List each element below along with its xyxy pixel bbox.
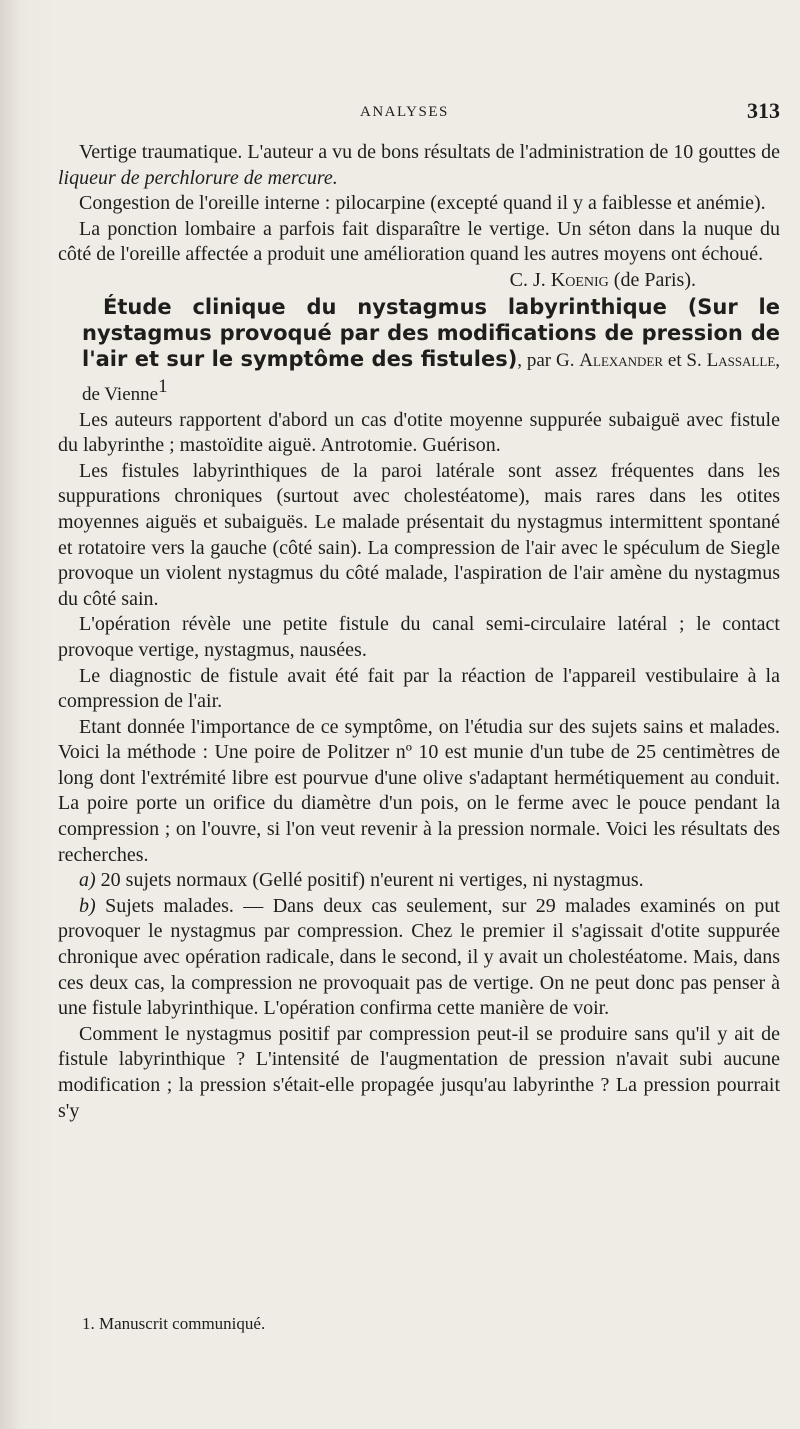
page-number: 313 (747, 98, 780, 123)
paragraph: Congestion de l'oreille interne : pilocarpine (excepté quand il y a faiblesse et anémie). (79, 192, 766, 215)
paragraph: Le diagnostic de fistule avait été fait par la réaction de l'appareil vestibulaire à la compression de l'air. (58, 664, 780, 713)
page-header (60, 98, 780, 128)
article-title: Étude clinique du nystagmus labyrinthique (Sur le nystagmus provoqué par des modifications de pression de l'air et sur le symptôme des fistules), par G. Alexander et S. Lassalle, de Vienne$^1$ (82, 294, 781, 405)
list-item-b: b) Sujets malades. — Dans deux cas seulement, sur 29 malades examinés on put provoquer le nystagmus par compression. Chez le premier il s'agissait d'otite suppurée chronique avec opération radicale, dans le second, il y avait un cholestéatome. Mais, dans ces deux cas, la compression ne provoquait pas de vertige. On ne peut donc pas penser à une fistule labyrinthique. L'opération confirma cette manière de voir. (58, 894, 780, 1020)
paragraph: Les fistules labyrinthiques de la paroi latérale sont assez fréquentes dans les suppurations chroniques (surtout avec cholestéatome), mais rares dans les otites moyennes aiguës et subaiguës. Le malade présentait du nystagmus intermittent spontané et rotatoire vers la gauche (côté sain). La compression de l'air avec le spéculum de Siegle provoque un violent nystagmus du côté malade, l'aspiration de l'air amène du nystagmus du côté sain. (58, 459, 780, 610)
paragraph: La ponction lombaire a parfois fait disparaître le vertige. Un séton dans la nuque du côté de l'oreille affectée a produit une amélioration quand les autres moyens ont échoué. (58, 217, 780, 266)
paragraph: Les auteurs rapportent d'abord un cas d'otite moyenne suppurée subaiguë avec fistule du labyrinthe ; mastoïdite aiguë. Antrotomie. Guérison. (58, 408, 780, 457)
italic-phrase: liqueur de perchlorure de mercure. (58, 166, 338, 189)
paragraph: Comment le nystagmus positif par compression peut-il se produire sans qu'il y ait de fistule labyrinthique ? L'intensité de l'augmentation de pression n'avait subi aucune modification ; la pression s'était-elle propagée jusqu'au labyrinthe ? La pression pourrait s'y (58, 1022, 780, 1122)
paragraph: Vertige traumatique. L'auteur a vu de bons résultats de l'administration de 10 gouttes de liqueur de perchlorure de mercure. (58, 141, 780, 189)
paragraph: Etant donnée l'importance de ce symptôme, on l'étudia sur des sujets sains et malades. Voici la méthode : Une poire de Politzer nº 10 est munie d'un tube de 25 centimètres de long dont l'extrémité libre est pourvue d'une olive s'adaptant hermétiquement au conduit. La poire porte un orifice du diamètre d'un pois, on le ferme avec le pouce pendant la compression ; on l'ouvre, si l'on veut revenir à la pression normale. Voici les résultats des recherches. (58, 715, 780, 866)
running-head: ANALYSES (360, 104, 449, 120)
footnote: 1. Manuscrit communiqué. (82, 1314, 266, 1333)
body-text (58, 140, 780, 1124)
author-signature: C. J. Koenig (de Paris). (509, 268, 696, 291)
list-item-a: a) 20 sujets normaux (Gellé positif) n'eurent ni vertiges, ni nystagmus. (79, 869, 644, 892)
paragraph: L'opération révèle une petite fistule du canal semi-circulaire latéral ; le contact provoque vertige, nystagmus, nausées. (58, 613, 780, 661)
footnote-reference: 1 (158, 375, 168, 397)
footnote-mark: 1. (82, 1314, 95, 1333)
